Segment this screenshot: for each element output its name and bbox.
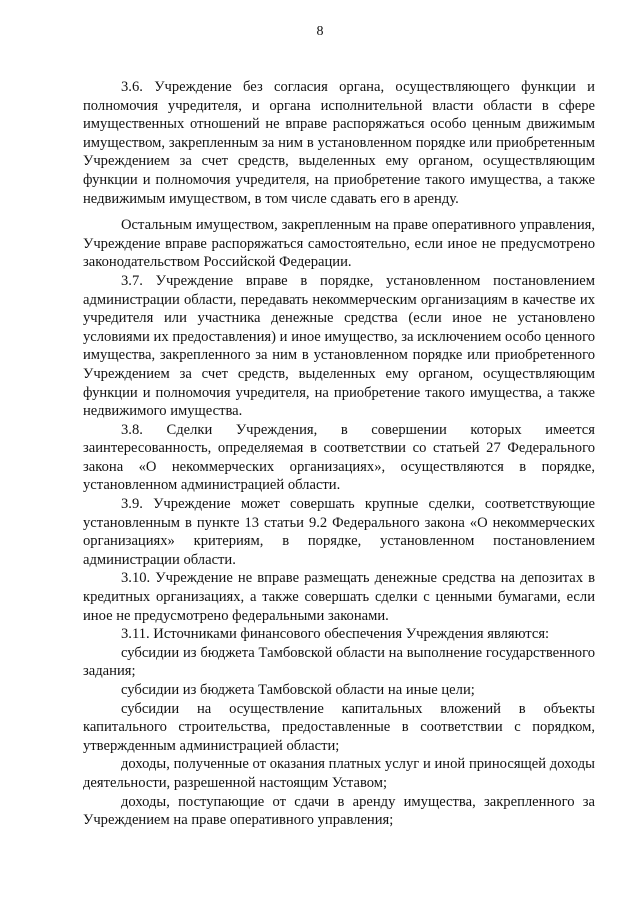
list-item-state-task-subsidies: субсидии из бюджета Тамбовской области на выполнение государственного задания; [83, 644, 595, 680]
paragraph-3-6: 3.6. Учреждение без согласия органа, осуществляющего функции и полномочия учредителя, и органа исполнительной власти области в сфере имущественных отношений не вправе распоряжаться особо ценным движимым имуществом, закрепленным за ним в установленном порядке или приобретенным Учреждением за счет средств, выделенных ему органом, осуществляющим функции и полномочия учредителя, на приобретение такого имущества, а также недвижимым имуществом, в том числе сдавать его в аренду. [83, 79, 595, 207]
list-item-lease-income: доходы, поступающие от сдачи в аренду имущества, закрепленного за Учреждением на праве оперативного управления; [83, 793, 595, 829]
list-item-paid-services-income: доходы, полученные от оказания платных услуг и иной приносящей доходы деятельности, разрешенной настоящим Уставом; [83, 756, 595, 791]
paragraph-3-10: 3.10. Учреждение не вправе размещать денежные средства на депозитах в кредитных организациях, а также совершать сделки с ценными бумагами, если иное не предусмотрено федеральными законами. [83, 570, 595, 624]
paragraph-3-11: 3.11. Источниками финансового обеспечения Учреждения являются: [121, 626, 550, 643]
document-body [83, 78, 595, 830]
paragraph-3-7: 3.7. Учреждение вправе в порядке, установленном постановлением администрации области, передавать некоммерческим организациям в качестве их учредителя или участника денежные средства (если иное не установлено условиями их предоставления) и иное имущество, за исключением особо ценного имущества, закрепленного за ним в установленном порядке или приобретенного Учреждением за счет средств, выделенных ему органом, осуществляющим функции и полномочия учредителя, на приобретение такого имущества, а также недвижимого имущества. [83, 272, 595, 420]
list-item-capital-subsidies: субсидии на осуществление капитальных вложений в объекты капитального строительства, предоставленные в соответствии с порядком, утвержденным администрацией области; [83, 700, 595, 754]
page-number: 8 [316, 24, 324, 39]
paragraph-3-9: 3.9. Учреждение может совершать крупные сделки, соответствующие установленным в пункте 13 статьи 9.2 Федерального закона «О некоммерческих организациях» критериям, в порядке, установленном постановлением администрации области. [83, 496, 595, 568]
list-item-other-subsidies: субсидии из бюджета Тамбовской области на иные цели; [121, 682, 475, 698]
paragraph-other-property: Остальным имуществом, закрепленным на праве оперативного управления, Учреждение вправе распоряжаться самостоятельно, если иное не предусмотрено законодательством Российской Федерации. [83, 217, 595, 271]
paragraph-3-8: 3.8. Сделки Учреждения, в совершении которых имеется заинтересованность, определяемая в соответствии со статьей 27 Федерального закона «О некоммерческих организациях», осуществляются в порядке, установленном администрацией области. [83, 421, 595, 494]
